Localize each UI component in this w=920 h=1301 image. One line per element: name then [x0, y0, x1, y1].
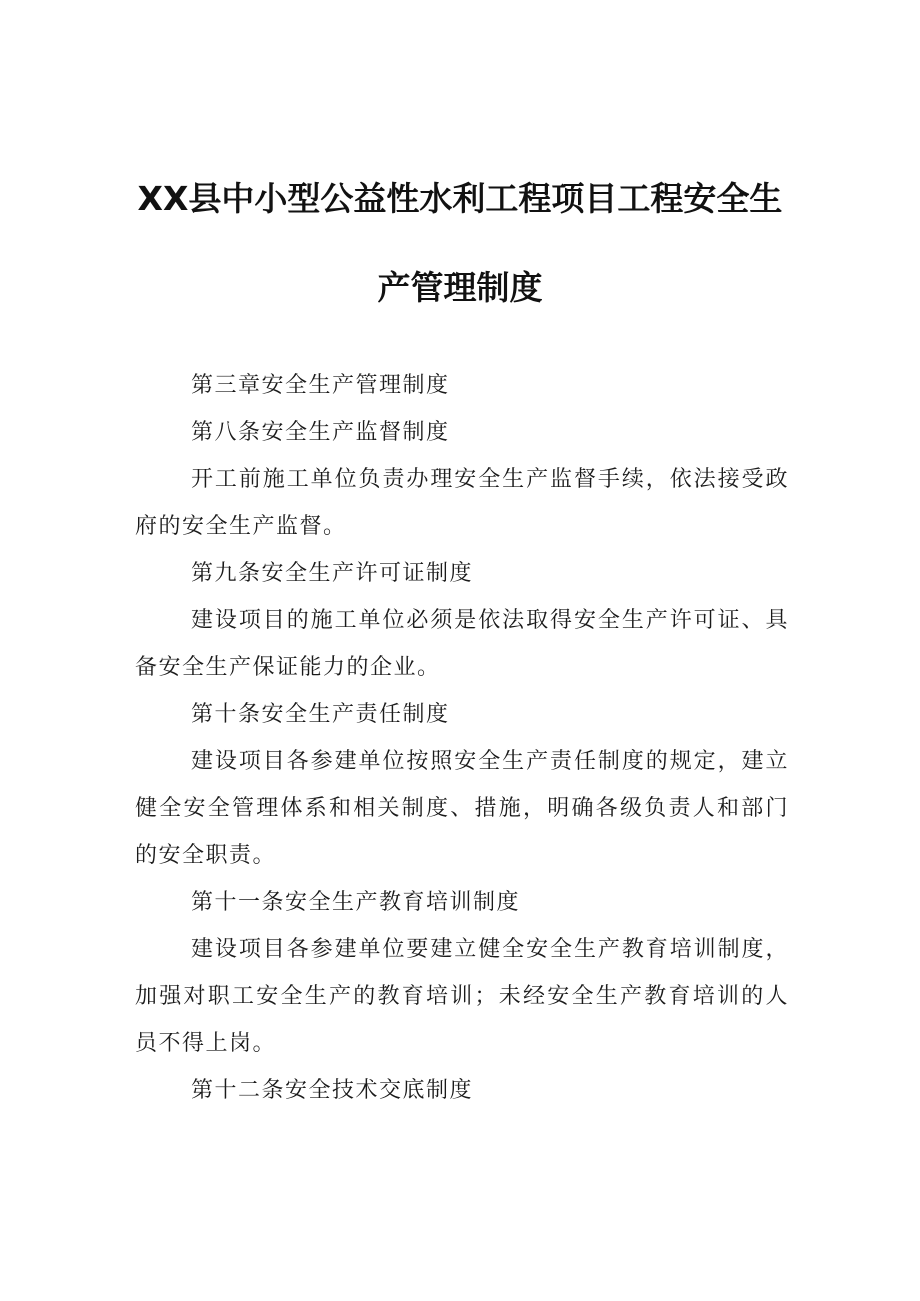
article-paragraph: 建设项目各参建单位要建立健全安全生产教育培训制度，加强对职工安全生产的教育培训；未经安全生产教育培训的人员不得上岗。 — [135, 937, 789, 1056]
article-paragraph: 开工前施工单位负责办理安全生产监督手续，依法接受政府的安全生产监督。 — [135, 467, 789, 539]
article-heading: 第八条安全生产监督制度 — [191, 420, 450, 445]
article-heading: 第十二条安全技术交底制度 — [191, 1078, 474, 1103]
article-heading: 第十条安全生产责任制度 — [191, 702, 450, 727]
chapter-heading: 第三章安全生产管理制度 — [191, 373, 450, 398]
article-paragraph: 建设项目各参建单位按照安全生产责任制度的规定，建立健全安全管理体系和相关制度、措施，明确各级负责人和部门的安全职责。 — [135, 749, 789, 868]
document-title-line-2: 产管理制度 — [377, 268, 543, 307]
document-body — [135, 362, 789, 1114]
document-title-line-1: XX县中小型公益性水利工程项目工程安全生 — [137, 179, 783, 218]
article-paragraph: 建设项目的施工单位必须是依法取得安全生产许可证、具备安全生产保证能力的企业。 — [135, 608, 789, 680]
article-heading: 第九条安全生产许可证制度 — [191, 561, 474, 586]
article-heading: 第十一条安全生产教育培训制度 — [191, 890, 521, 915]
